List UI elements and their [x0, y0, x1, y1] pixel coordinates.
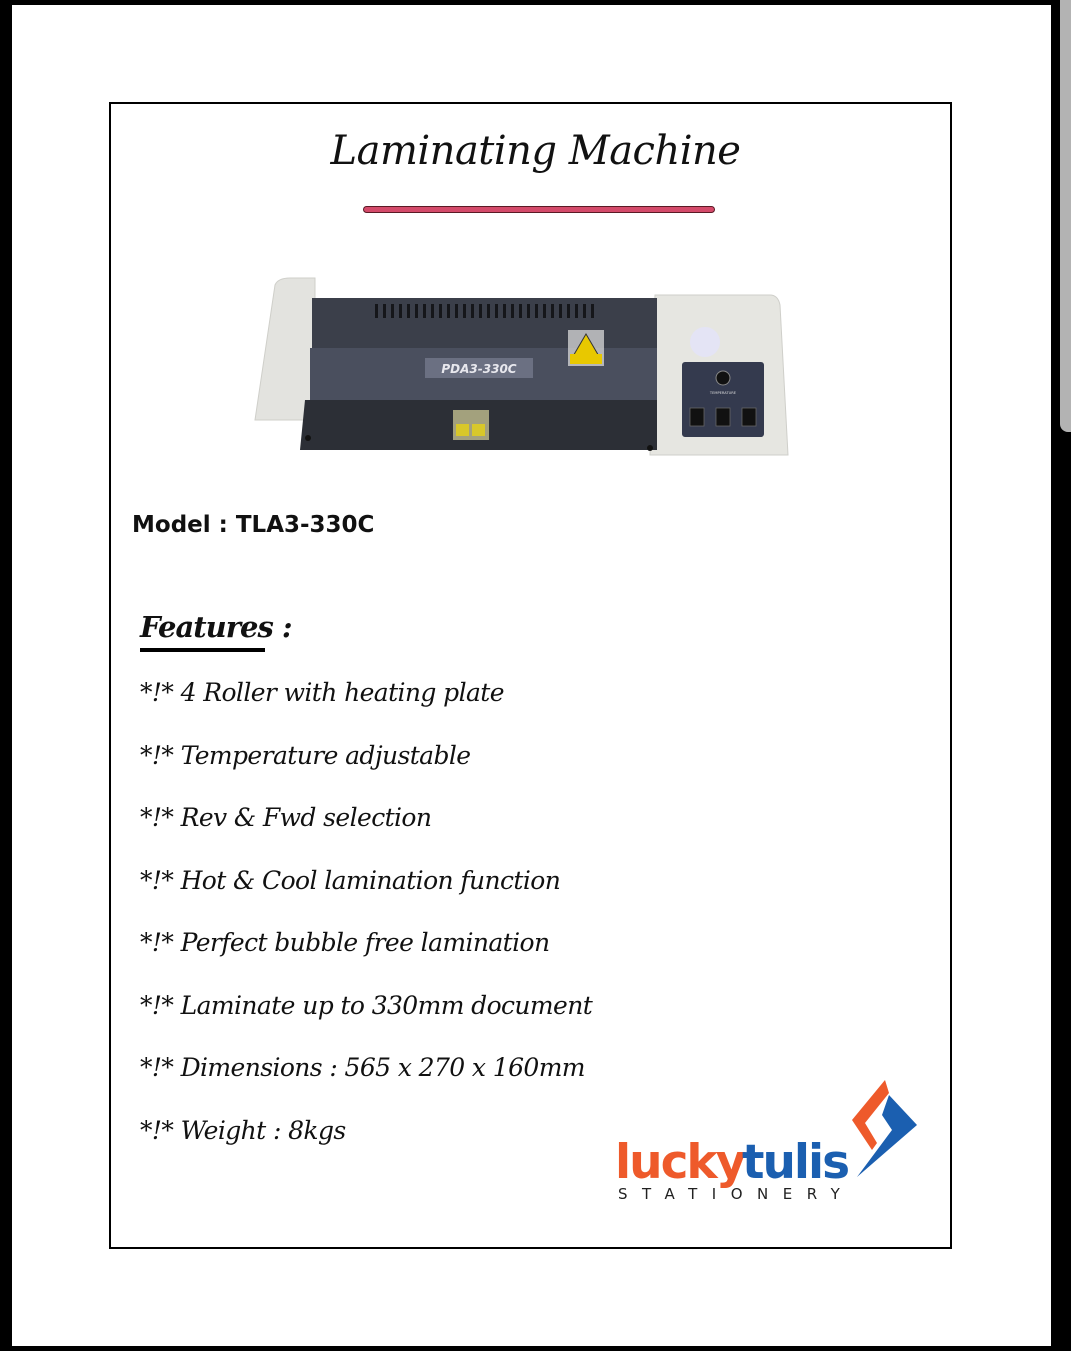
feature-item: *!* Weight : 8kgs [140, 1115, 346, 1145]
logo-word-lucky: lucky [615, 1135, 745, 1190]
features-underline [140, 648, 265, 652]
feature-item: *!* Hot & Cool lamination function [140, 865, 561, 895]
feature-item: *!* Perfect bubble free lamination [140, 928, 550, 957]
title-underline-divider [363, 206, 715, 213]
feature-item: *!* Dimensions : 565 x 270 x 160mm [140, 1053, 585, 1082]
product-image [250, 270, 790, 460]
feature-item: *!* Rev & Fwd selection [140, 803, 432, 832]
page-title: Laminating Machine [330, 128, 741, 174]
scrollbar-thumb[interactable] [1060, 0, 1071, 432]
feature-list [140, 678, 592, 1178]
feature-item: *!* 4 Roller with heating plate [140, 678, 504, 707]
brand-logo [612, 1075, 922, 1210]
feature-item: *!* Temperature adjustable [140, 740, 471, 770]
logo-tagline: STATIONERY [618, 1185, 855, 1203]
features-heading: Features : [140, 610, 292, 644]
feature-item: *!* Laminate up to 330mm document [140, 990, 593, 1020]
logo-word-tulis: tulis [742, 1135, 849, 1190]
svg-text:TEMPERATURE: TEMPERATURE [709, 391, 737, 395]
svg-text:PDA3-330C: PDA3-330C [441, 362, 517, 376]
pen-nib-logo-icon [837, 1075, 927, 1180]
model-number: Model : TLA3-330C [132, 512, 375, 538]
